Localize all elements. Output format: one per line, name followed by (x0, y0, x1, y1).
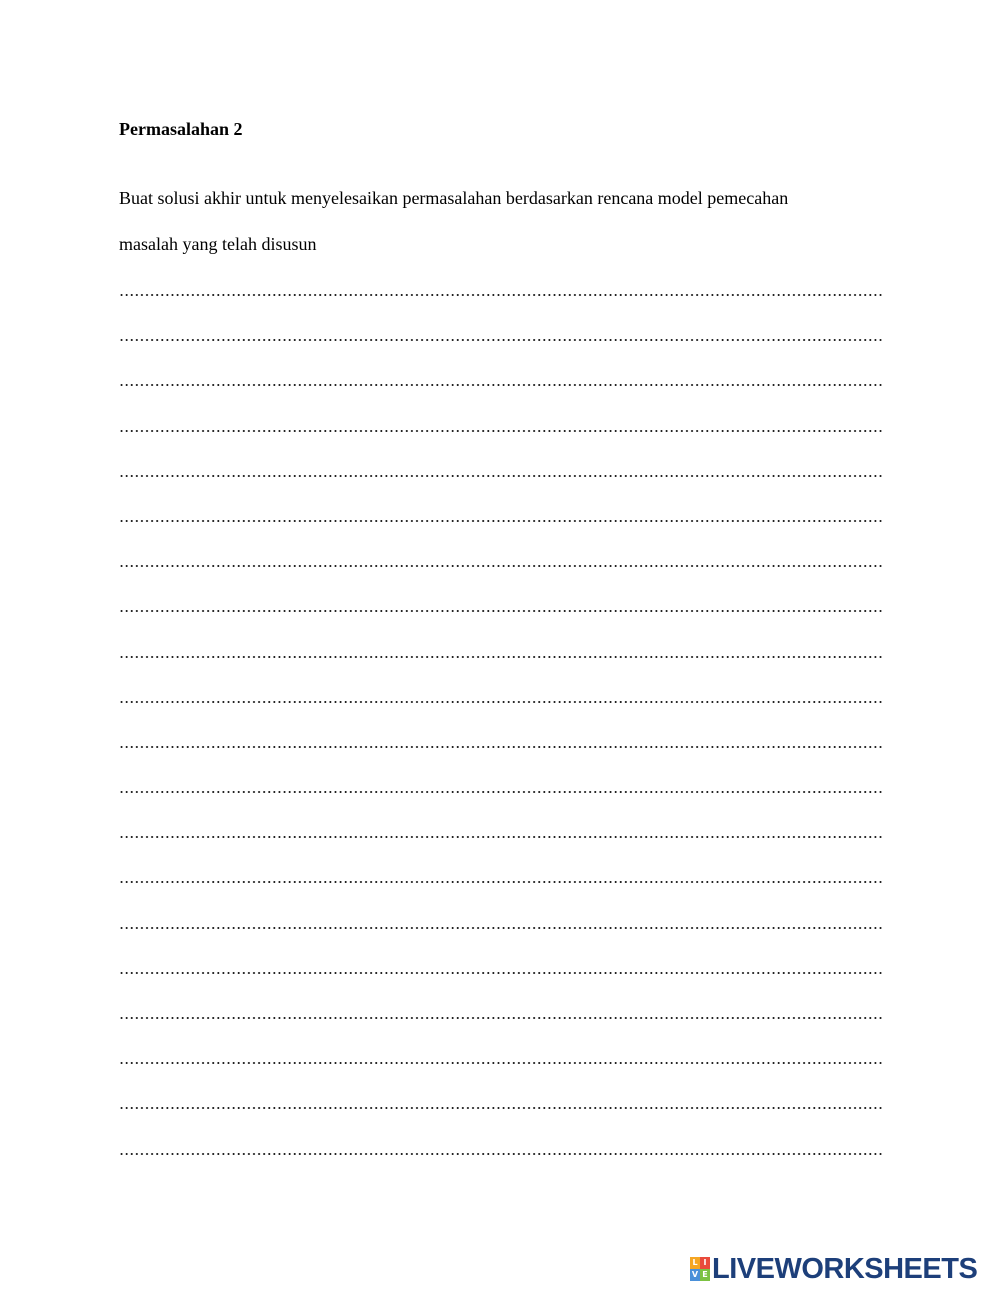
answer-line[interactable] (119, 642, 882, 687)
dotted-rule (119, 656, 882, 658)
dotted-rule (119, 927, 882, 929)
answer-line[interactable] (119, 732, 882, 777)
dotted-rule (119, 339, 882, 341)
answer-line[interactable] (119, 416, 882, 461)
answer-line[interactable] (119, 1139, 882, 1184)
dotted-rule (119, 430, 882, 432)
answer-line[interactable] (119, 1093, 882, 1138)
section-heading: Permasalahan 2 (119, 119, 243, 139)
dotted-rule (119, 475, 882, 477)
dotted-rule (119, 565, 882, 567)
liveworksheets-wordmark: LIVEWORKSHEETS (712, 1253, 978, 1285)
answer-line[interactable] (119, 913, 882, 958)
answer-line[interactable] (119, 596, 882, 641)
logo-letter: I (700, 1257, 710, 1269)
answer-line[interactable] (119, 325, 882, 370)
dotted-rule (119, 791, 882, 793)
dotted-rule (119, 1062, 882, 1064)
dotted-rule (119, 610, 882, 612)
answer-line[interactable] (119, 822, 882, 867)
instruction-line-2: masalah yang telah disusun (119, 234, 317, 254)
answer-line[interactable] (119, 687, 882, 732)
dotted-rule (119, 701, 882, 703)
answer-line[interactable] (119, 370, 882, 415)
dotted-rule (119, 836, 882, 838)
logo-letter: V (691, 1270, 699, 1279)
answer-line[interactable] (119, 777, 882, 822)
logo-letter: L (690, 1257, 700, 1269)
instruction-line-1: Buat solusi akhir untuk menyelesaikan permasalahan berdasarkan rencana model pemecahan (119, 188, 789, 208)
answer-area[interactable] (119, 280, 882, 1184)
dotted-rule (119, 520, 882, 522)
liveworksheets-logo-icon (690, 1257, 710, 1281)
dotted-rule (119, 881, 882, 883)
dotted-rule (119, 972, 882, 974)
instruction-text (119, 175, 889, 267)
answer-line[interactable] (119, 506, 882, 551)
answer-line[interactable] (119, 867, 882, 912)
answer-line[interactable] (119, 1048, 882, 1093)
answer-line[interactable] (119, 461, 882, 506)
dotted-rule (119, 1017, 882, 1019)
logo-letter: E (700, 1269, 710, 1281)
dotted-rule (119, 1153, 882, 1155)
answer-line[interactable] (119, 1003, 882, 1048)
dotted-rule (119, 384, 882, 386)
answer-line[interactable] (119, 958, 882, 1003)
dotted-rule (119, 746, 882, 748)
liveworksheets-logo (690, 1253, 977, 1285)
answer-line[interactable] (119, 280, 882, 325)
dotted-rule (119, 294, 882, 296)
answer-line[interactable] (119, 551, 882, 596)
dotted-rule (119, 1107, 882, 1109)
